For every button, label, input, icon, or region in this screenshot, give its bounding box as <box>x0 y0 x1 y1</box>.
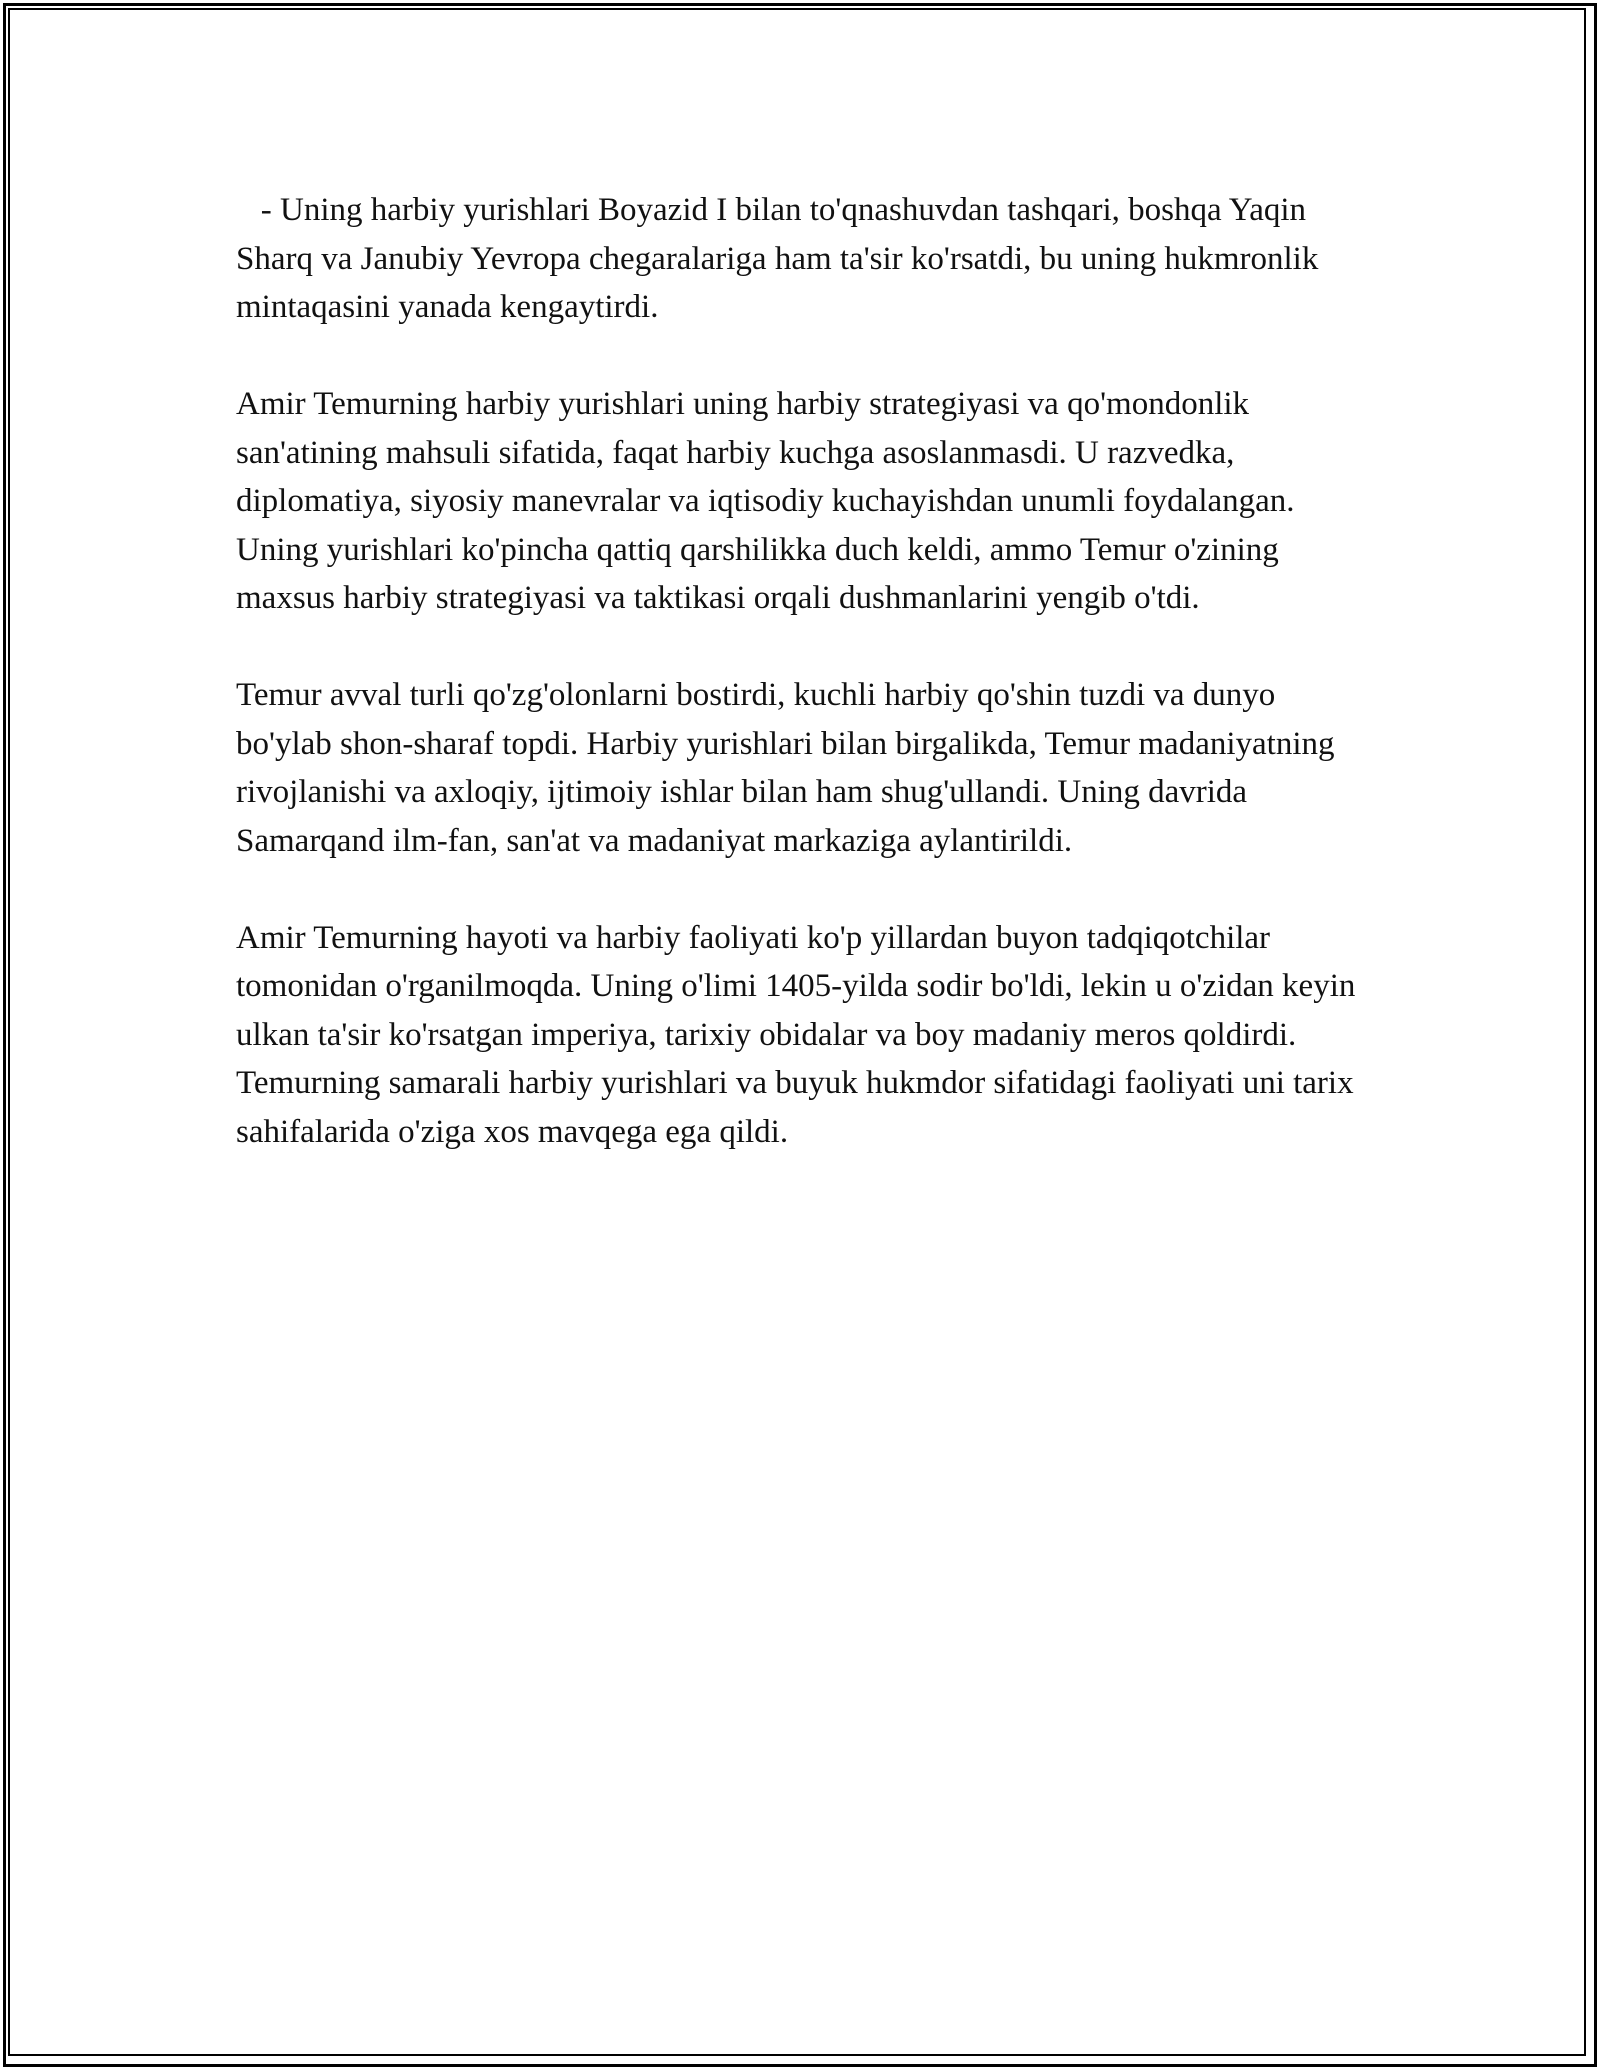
paragraph-3: Temur avval turli qo'zg'olonlarni bostirdi, kuchli harbiy qo'shin tuzdi va dunyo bo'ylab shon-sharaf topdi. Harbiy yurishlari bilan birgalikda, Temur madaniyatning rivojlanishi va axloqiy, ijtimoiy ishlar bilan ham shug'ullandi. Uning davrida Samarqand ilm-fan, san'at va madaniyat markaziga aylantirildi. <box>236 677 1343 859</box>
document-body <box>236 186 1376 1205</box>
paragraph-1: - Uning harbiy yurishlari Boyazid I bilan to'qnashuvdan tashqari, boshqa Yaqin Sharq va Janubiy Yevropa chegaralariga ham ta'sir ko'rsatdi, bu uning hukmronlik mintaqasini yanada kengaytirdi. <box>236 192 1327 325</box>
paragraph-2: Amir Temurning harbiy yurishlari uning harbiy strategiyasi va qo'mondonlik san'atining mahsuli sifatida, faqat harbiy kuchga asoslanmasdi. U razvedka, diplomatiya, siyosiy manevralar va iqtisodiy kuchayishdan unumli foydalangan. Uning yurishlari ko'pincha qattiq qarshilikka duch keldi, ammo Temur o'zining maxsus harbiy strategiyasi va taktikasi orqali dushmanlarini yengib o'tdi. <box>236 386 1303 616</box>
paragraph-4: Amir Temurning hayoti va harbiy faoliyati ko'p yillardan buyon tadqiqotchilar tomonidan o'rganilmoqda. Uning o'limi 1405-yilda sodir bo'ldi, lekin u o'zidan keyin ulkan ta'sir ko'rsatgan imperiya, tarixiy obidalar va boy madaniy meros qoldirdi. Temurning samarali harbiy yurishlari va buyuk hukmdor sifatidagi faoliyati uni tarix sahifalarida o'ziga xos mavqega ega qildi. <box>236 919 1364 1150</box>
